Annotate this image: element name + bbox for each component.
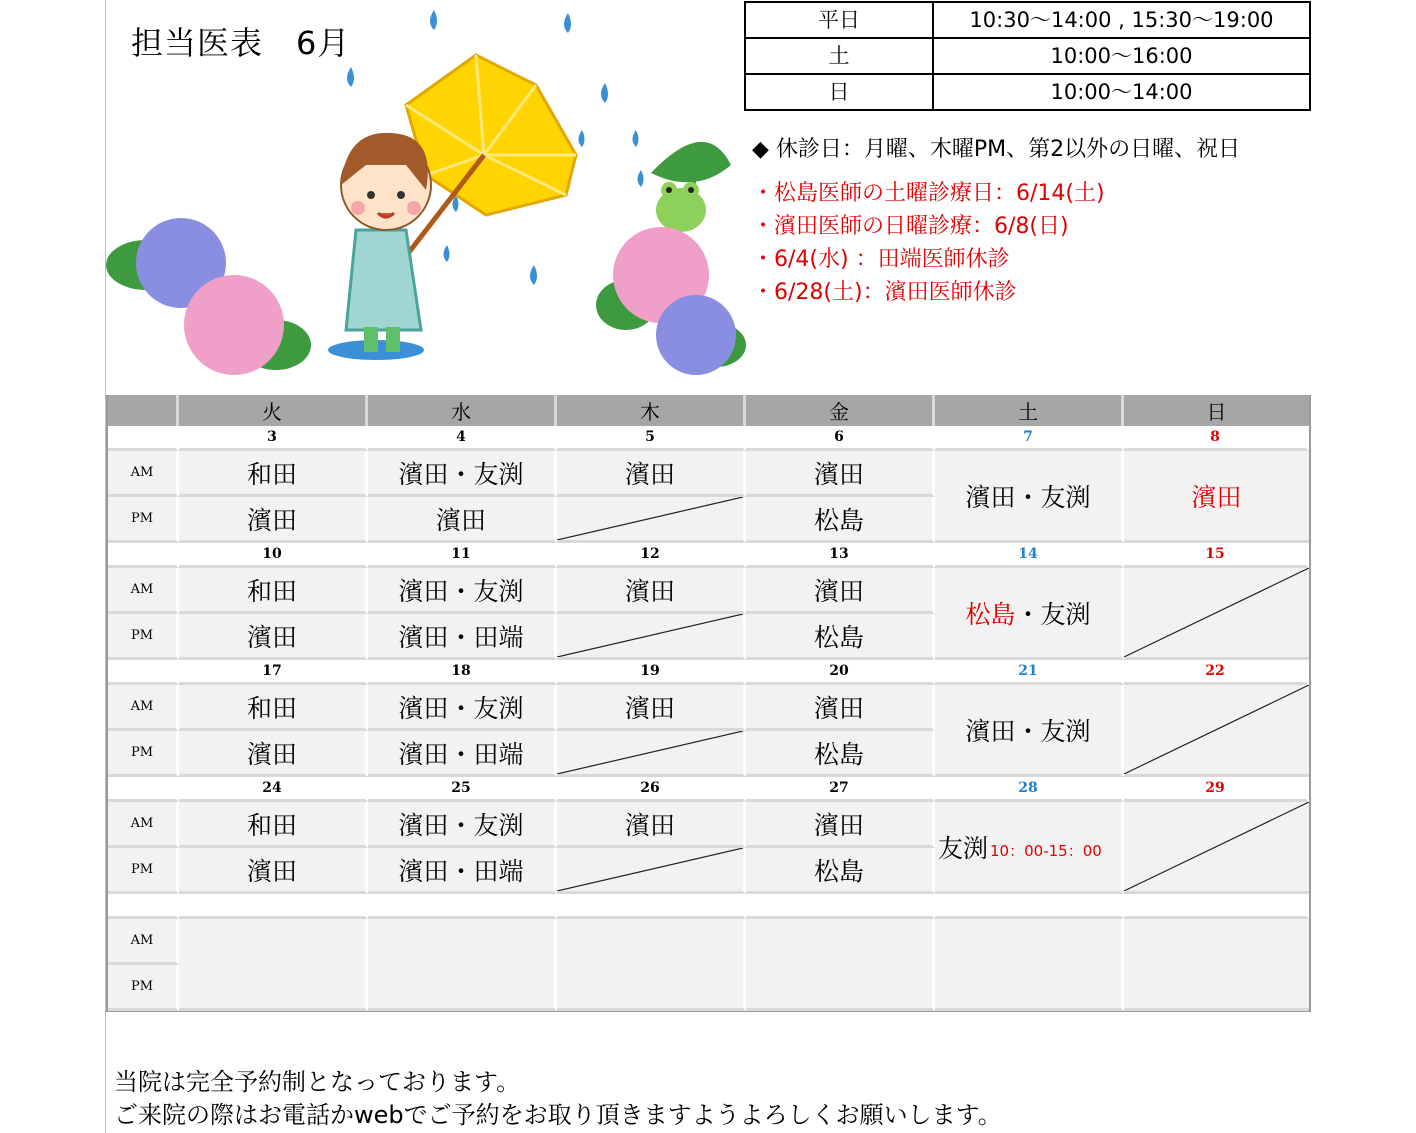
pm-slot xyxy=(557,614,746,660)
am-slot: 濱田 xyxy=(557,451,746,497)
date-cell: 26 xyxy=(557,777,746,802)
am-slot: 濱田・友渕 xyxy=(368,802,557,848)
hours-row xyxy=(745,2,1310,38)
date-blank xyxy=(108,894,179,919)
empty-slot xyxy=(179,919,368,1011)
sunday-slot xyxy=(1124,685,1309,777)
am-slot: 濱田 xyxy=(746,451,935,497)
pm-slot: 濱田 xyxy=(179,614,368,660)
pm-slot xyxy=(557,731,746,777)
doctor-name: 濱田・友渕 xyxy=(965,716,1091,746)
hours-day: 平日 xyxy=(745,2,933,38)
notice-item: ・濱田医師の日曜診療：6/8(日) xyxy=(752,214,1069,239)
closed-days-text: ◆ 休診日：月曜、木曜PM、第2以外の日曜、祝日 xyxy=(752,137,1241,162)
notice-item: ・6/28(土)：濱田医師休診 xyxy=(752,280,1017,305)
weekday-header: 火 xyxy=(179,395,368,426)
pm-slot: 濱田 xyxy=(368,497,557,543)
date-cell: 4 xyxy=(368,426,557,451)
am-slot: 濱田 xyxy=(746,802,935,848)
date-cell: 25 xyxy=(368,777,557,802)
saturday-slot xyxy=(935,568,1124,660)
date-cell: 12 xyxy=(557,543,746,568)
date-cell: 20 xyxy=(746,660,935,685)
date-cell: 17 xyxy=(179,660,368,685)
date-blank xyxy=(108,543,179,568)
pm-label: PM xyxy=(108,848,179,894)
am-slot: 濱田 xyxy=(557,568,746,614)
pm-slot: 濱田 xyxy=(179,731,368,777)
date-cell xyxy=(935,894,1124,919)
saturday-slot xyxy=(935,685,1124,777)
date-cell: 11 xyxy=(368,543,557,568)
am-label: AM xyxy=(108,919,179,965)
date-cell: 19 xyxy=(557,660,746,685)
frog-icon xyxy=(651,142,731,232)
pm-label: PM xyxy=(108,731,179,777)
am-slot: 濱田 xyxy=(557,802,746,848)
date-cell: 14 xyxy=(935,543,1124,568)
am-slot: 和田 xyxy=(179,568,368,614)
am-slot: 濱田 xyxy=(557,685,746,731)
date-cell xyxy=(1124,894,1309,919)
date-blank xyxy=(108,660,179,685)
footer-line: 当院は完全予約制となっております。 xyxy=(114,1068,521,1096)
no-service-slash xyxy=(557,731,743,774)
hours-time: 10:00～16:00 xyxy=(933,38,1310,74)
date-cell: 22 xyxy=(1124,660,1309,685)
am-label: AM xyxy=(108,451,179,497)
pm-slot: 濱田 xyxy=(179,497,368,543)
no-service-slash xyxy=(1124,802,1309,891)
no-service-slash xyxy=(557,848,743,891)
weekday-header: 金 xyxy=(746,395,935,426)
sunday-slot xyxy=(1124,568,1309,660)
sunday-slot xyxy=(1124,919,1309,1011)
doctor-name: 濱田・友渕 xyxy=(965,482,1091,512)
pm-slot xyxy=(557,848,746,894)
hours-time: 10:00～14:00 xyxy=(933,74,1310,110)
date-cell xyxy=(746,894,935,919)
empty-slot xyxy=(368,919,557,1011)
date-cell: 10 xyxy=(179,543,368,568)
empty-slot xyxy=(557,919,746,1011)
rainy-season-illustration xyxy=(106,5,746,395)
date-cell: 5 xyxy=(557,426,746,451)
saturday-slot xyxy=(935,802,1124,894)
hours-note: 10：00-15：00 xyxy=(990,842,1102,860)
saturday-slot xyxy=(935,919,1124,1011)
weekday-header-row xyxy=(108,395,1309,426)
am-slot: 濱田・友渕 xyxy=(368,568,557,614)
pm-slot: 濱田・田端 xyxy=(368,848,557,894)
empty-slot xyxy=(746,919,935,1011)
date-blank xyxy=(108,777,179,802)
date-cell: 7 xyxy=(935,426,1124,451)
hours-row xyxy=(745,38,1310,74)
date-cell: 15 xyxy=(1124,543,1309,568)
notice-item: ・松島医師の土曜診療日：6/14(土) xyxy=(752,181,1105,206)
saturday-slot xyxy=(935,451,1124,543)
date-cell: 13 xyxy=(746,543,935,568)
weekday-header: 木 xyxy=(557,395,746,426)
no-service-slash xyxy=(557,614,743,657)
hours-time: 10:30～14:00 , 15:30～19:00 xyxy=(933,2,1310,38)
hours-row xyxy=(745,74,1310,110)
date-cell: 21 xyxy=(935,660,1124,685)
pm-slot: 濱田 xyxy=(179,848,368,894)
hours-day: 日 xyxy=(745,74,933,110)
sunday-slot: 濱田 xyxy=(1124,451,1309,543)
pm-slot xyxy=(557,497,746,543)
no-service-slash xyxy=(1124,685,1309,774)
hydrangea-left-icon xyxy=(106,218,311,375)
sunday-slot xyxy=(1124,802,1309,894)
pm-slot: 松島 xyxy=(746,614,935,660)
schedule-table xyxy=(106,395,1311,1012)
am-slot: 和田 xyxy=(179,451,368,497)
date-cell: 8 xyxy=(1124,426,1309,451)
header-blank xyxy=(108,395,179,426)
notes xyxy=(752,132,1240,309)
date-cell: 24 xyxy=(179,777,368,802)
date-blank xyxy=(108,426,179,451)
date-cell xyxy=(179,894,368,919)
weekday-header: 水 xyxy=(368,395,557,426)
weekday-header: 土 xyxy=(935,395,1124,426)
date-cell: 6 xyxy=(746,426,935,451)
no-service-slash xyxy=(557,497,743,540)
pm-label: PM xyxy=(108,614,179,660)
pm-slot: 松島 xyxy=(746,731,935,777)
date-cell: 18 xyxy=(368,660,557,685)
am-slot: 濱田・友渕 xyxy=(368,685,557,731)
pm-label: PM xyxy=(108,965,179,1011)
date-cell: 27 xyxy=(746,777,935,802)
doctor-name: 友渕 xyxy=(938,833,989,863)
am-label: AM xyxy=(108,685,179,731)
notice-item: ・6/4(水) ：田端医師休診 xyxy=(752,247,1010,272)
footer-text xyxy=(114,1066,1002,1132)
hours-table xyxy=(744,1,1311,111)
footer-line: ご来院の際はお電話かwebでご予約をお取り頂きますようよろしくお願いします。 xyxy=(114,1101,1002,1129)
date-cell: 3 xyxy=(179,426,368,451)
pm-slot: 濱田・田端 xyxy=(368,731,557,777)
date-cell: 28 xyxy=(935,777,1124,802)
am-label: AM xyxy=(108,568,179,614)
no-service-slash xyxy=(1124,568,1309,657)
pm-slot: 松島 xyxy=(746,848,935,894)
pm-slot: 濱田・田端 xyxy=(368,614,557,660)
date-cell: 29 xyxy=(1124,777,1309,802)
am-slot: 濱田 xyxy=(746,685,935,731)
page-title: 担当医表 6月 xyxy=(131,24,351,62)
doctor-name-highlight: 松島 xyxy=(965,599,1016,629)
am-slot: 濱田・友渕 xyxy=(368,451,557,497)
hours-day: 土 xyxy=(745,38,933,74)
weekday-header: 日 xyxy=(1206,400,1227,424)
am-label: AM xyxy=(108,802,179,848)
date-cell xyxy=(557,894,746,919)
doctor-name: ・友渕 xyxy=(1015,599,1091,629)
date-cell xyxy=(368,894,557,919)
am-slot: 和田 xyxy=(179,802,368,848)
pm-label: PM xyxy=(108,497,179,543)
am-slot: 和田 xyxy=(179,685,368,731)
hydrangea-right-icon xyxy=(596,227,746,375)
pm-slot: 松島 xyxy=(746,497,935,543)
am-slot: 濱田 xyxy=(746,568,935,614)
